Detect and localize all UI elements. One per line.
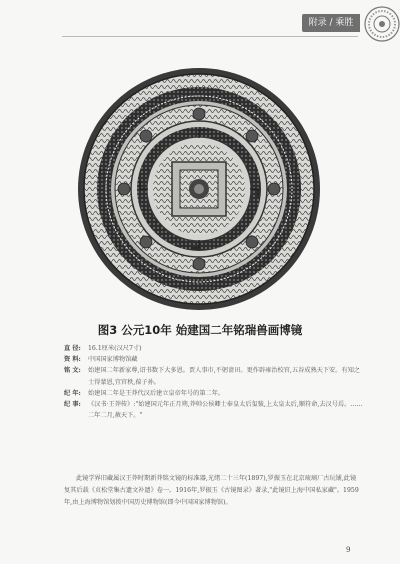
- page-number: 9: [346, 546, 351, 554]
- meta-value: 16.1厘米(汉尺7寸): [88, 345, 142, 352]
- meta-value: 中国国家博物馆藏: [88, 356, 138, 364]
- meta-row-diameter: [64, 343, 364, 354]
- meta-value: 始建国二年是王莽代汉后建立皇帝年号的第二年。: [88, 389, 225, 397]
- meta-label: 纪 事:: [64, 401, 81, 409]
- meta-value: 《汉书·王莽传》:"始建国元年正月朔,莽帅公侯卿士奉皇太后玺韨,上太皇太后,顺符命,去汉号焉。……二年二月,赦天下。": [88, 401, 363, 420]
- meta-row-record: [64, 399, 364, 421]
- header-rule: [62, 36, 358, 37]
- chapter-header-tab: [302, 14, 360, 32]
- body-paragraph: 此镜学界旧藏属汉王莽时期新莽铭文镜的标准器,光绪二十三年(1897),罗振玉在北京琉璃厂古玩铺,此镜复其后载《贞松堂集古遗文补遗》卷一。1916年,罗振玉《古镜图录》著录,"此镜旧上海中国私家藏"。1959年,由上海博物馆划拨中国历史博物馆(即今中国国家博物馆)。: [64, 475, 359, 506]
- meta-row-inscription: [64, 365, 364, 387]
- meta-label: 资 料:: [64, 356, 81, 364]
- figure-caption: 图3 公元10年 始建国二年铭瑞兽画博镜: [97, 323, 303, 337]
- meta-row-source: [64, 354, 364, 365]
- meta-label: 纪 年:: [64, 389, 81, 397]
- meta-value: 始建国二年新家尊,诏书数下大多恩。贾人事市,不躬啬田。更作辟雍治校官,五谷成熟天下安。有知之士得蒙恩,宜官秩,葆子孙。: [88, 367, 360, 386]
- mirror-ornament-icon: [362, 4, 400, 44]
- meta-row-era: [64, 388, 364, 399]
- meta-label: 铭 文:: [64, 367, 81, 375]
- bronze-mirror-image: [76, 66, 322, 312]
- chapter-label: 附录 / 乘胜: [308, 18, 354, 28]
- artifact-metadata: [64, 343, 364, 421]
- meta-label: 直 径:: [64, 345, 81, 352]
